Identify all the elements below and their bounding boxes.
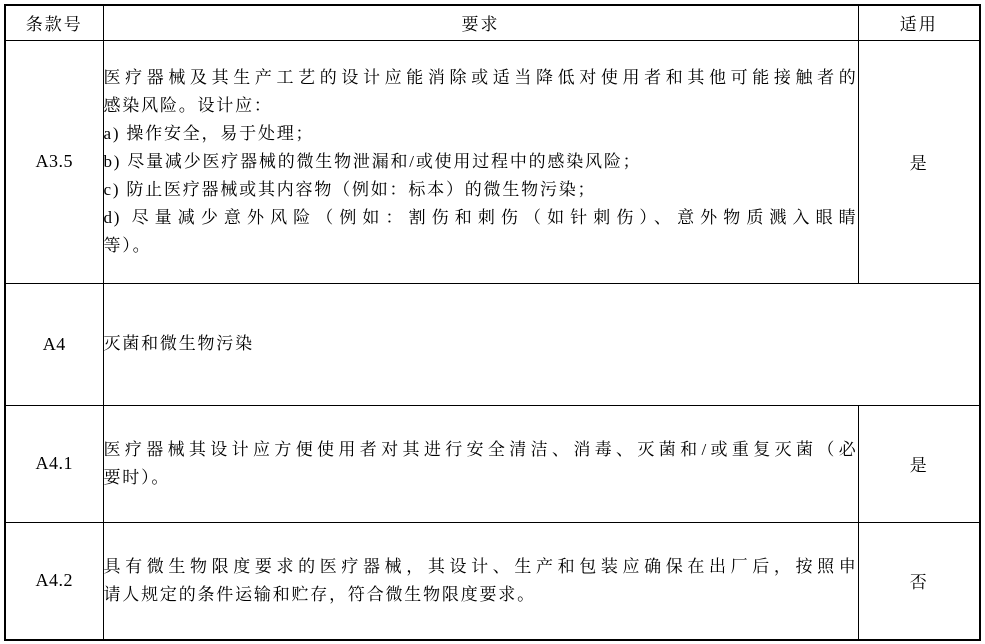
table-row bbox=[5, 40, 980, 283]
header-clause-number: 条款号 bbox=[5, 5, 103, 40]
table-row bbox=[5, 405, 980, 522]
requirement-line: 要时）。 bbox=[103, 467, 171, 487]
requirement-line: c) 防止医疗器械或其内容物（例如：标本）的微生物污染； bbox=[103, 179, 597, 199]
requirement-line: 医疗器械及其生产工艺的设计应能消除或适当降低对使用者和其他可能接触者的 bbox=[103, 67, 858, 87]
table-row bbox=[5, 283, 980, 405]
applicable-cell: 是 bbox=[858, 405, 980, 522]
requirement-cell bbox=[103, 40, 858, 283]
clause-cell: A3.5 bbox=[5, 40, 103, 283]
clause-cell: A4.1 bbox=[5, 405, 103, 522]
requirement-line: 灭菌和微生物污染 bbox=[103, 334, 254, 353]
clause-cell: A4 bbox=[5, 283, 103, 405]
requirement-line: b) 尽量减少医疗器械的微生物泄漏和/或使用过程中的感染风险； bbox=[103, 151, 642, 171]
header-row bbox=[5, 5, 980, 40]
table-row bbox=[5, 522, 980, 640]
clause-cell: A4.2 bbox=[5, 522, 103, 640]
requirement-line: 医疗器械其设计应方便使用者对其进行安全清洁、消毒、灭菌和/或重复灭菌（必 bbox=[103, 439, 858, 459]
requirement-line: 请人规定的条件运输和贮存，符合微生物限度要求。 bbox=[103, 584, 536, 604]
requirement-line: d) 尽量减少意外风险（例如：割伤和刺伤（如针刺伤）、意外物质溅入眼睛 bbox=[103, 207, 858, 227]
header-requirement: 要求 bbox=[103, 5, 858, 40]
requirement-line: 等）。 bbox=[103, 235, 152, 255]
requirement-text bbox=[104, 553, 858, 609]
requirement-cell bbox=[103, 522, 858, 640]
applicable-cell: 是 bbox=[858, 40, 980, 283]
header-applicable: 适用 bbox=[858, 5, 980, 40]
requirements-table bbox=[4, 4, 981, 641]
requirement-text bbox=[104, 64, 858, 260]
requirement-line: a) 操作安全，易于处理； bbox=[103, 123, 315, 143]
requirement-line: 具有微生物限度要求的医疗器械，其设计、生产和包装应确保在出厂后，按照申 bbox=[103, 556, 858, 576]
requirement-text bbox=[104, 436, 858, 492]
requirement-text bbox=[104, 330, 980, 358]
requirement-cell bbox=[103, 405, 858, 522]
requirement-line: 感染风险。设计应： bbox=[103, 95, 273, 115]
applicable-cell: 否 bbox=[858, 522, 980, 640]
requirement-cell bbox=[103, 283, 980, 405]
